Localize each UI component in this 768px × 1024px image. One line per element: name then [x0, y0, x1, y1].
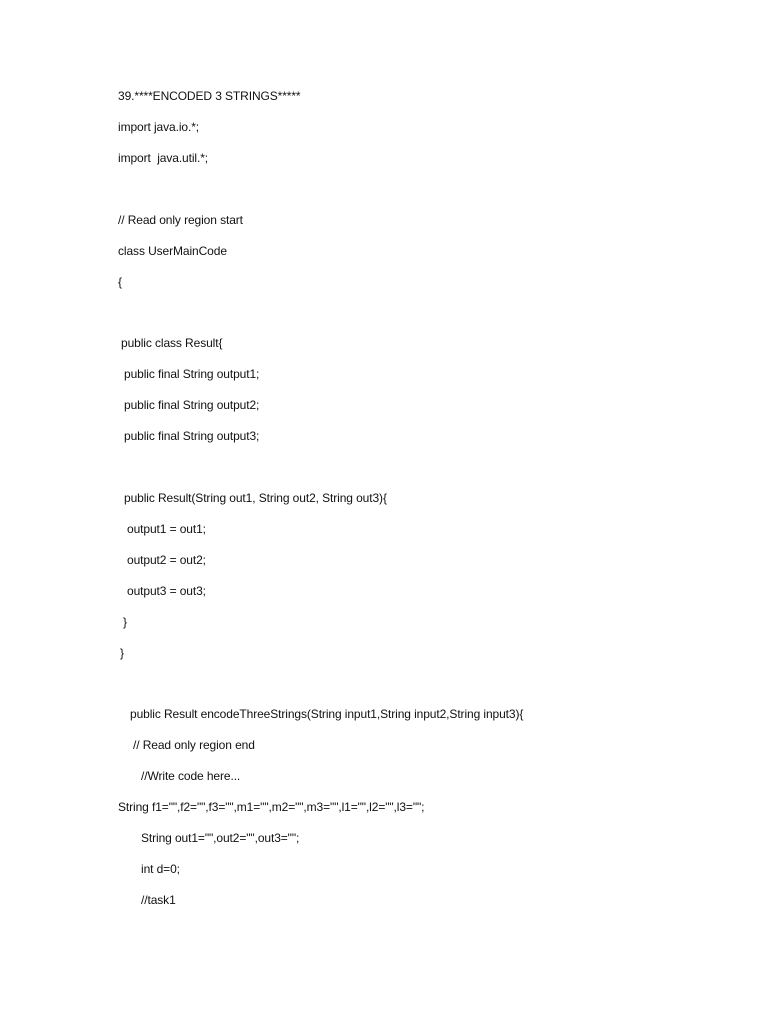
code-line: public class Result{	[121, 336, 223, 350]
code-comment-line: // Read only region start	[118, 213, 243, 227]
code-line: import java.util.*;	[118, 151, 209, 165]
code-line: public Result(String out1, String out2, String out3){	[124, 491, 387, 505]
code-line: public Result encodeThreeStrings(String input1,String input2,String input3){	[130, 707, 524, 721]
code-line: output2 = out2;	[127, 553, 206, 567]
code-line: output3 = out3;	[127, 584, 206, 598]
code-line: }	[123, 615, 127, 629]
code-line: }	[120, 646, 124, 660]
code-line: String out1="",out2="",out3="";	[141, 831, 300, 845]
code-comment-line: //Write code here...	[141, 769, 241, 783]
code-comment-line: //task1	[141, 893, 176, 907]
code-line: {	[118, 275, 122, 289]
heading-line: 39.****ENCODED 3 STRINGS*****	[118, 89, 301, 103]
code-line: public final String output1;	[124, 367, 260, 381]
code-line: class UserMainCode	[118, 244, 227, 258]
code-line: public final String output3;	[124, 429, 260, 443]
code-line: output1 = out1;	[127, 522, 206, 536]
code-comment-line: // Read only region end	[133, 738, 255, 752]
code-line: String f1="",f2="",f3="",m1="",m2="",m3="",l1="",l2="",l3="";	[118, 800, 425, 814]
code-line: int d=0;	[141, 862, 180, 876]
code-line: public final String output2;	[124, 398, 260, 412]
code-line: import java.io.*;	[118, 120, 199, 134]
